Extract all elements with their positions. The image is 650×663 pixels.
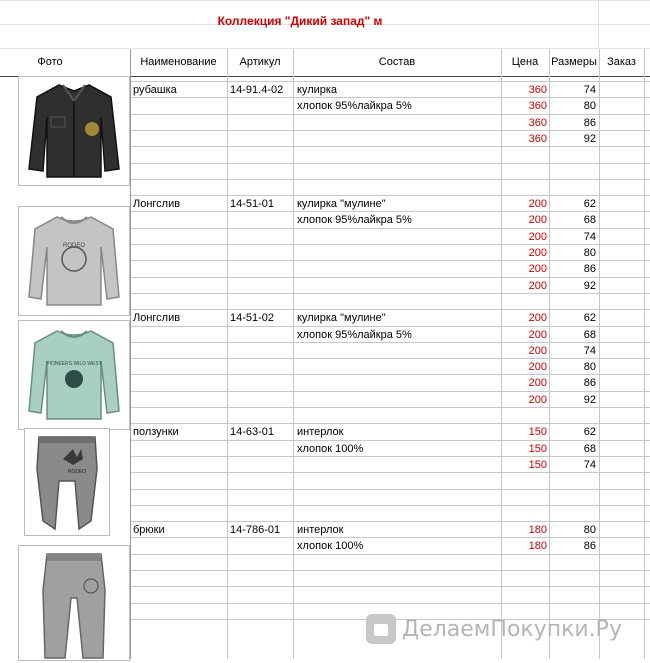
cell-article <box>230 408 293 424</box>
cell-name <box>133 473 227 489</box>
cell-composition: хлопок 95%лайкра 5% <box>297 100 412 113</box>
cell-article: 14-91.4-02 <box>230 84 284 96</box>
cell-price: 200 <box>528 198 547 211</box>
cell-composition <box>297 571 501 587</box>
cell-size: 74 <box>583 458 596 471</box>
cell-article <box>230 261 293 277</box>
cell-article <box>230 441 293 457</box>
cell-name: Лонгслив <box>133 312 181 325</box>
product-print-romper: RODEO <box>67 469 87 475</box>
cell-price: 150 <box>528 442 547 455</box>
product-print-pioneers: PIONEERS WILD WEST <box>46 361 102 367</box>
header-photo: Фото <box>37 56 63 68</box>
cell-size: 86 <box>583 263 596 276</box>
cell-composition: хлопок 100% <box>297 442 364 455</box>
cell-composition <box>297 294 501 310</box>
cell-name <box>133 278 227 294</box>
cell-name <box>133 261 227 277</box>
cell-composition <box>297 408 501 424</box>
cell-composition <box>297 147 501 163</box>
cell-size <box>549 164 596 180</box>
cell-composition <box>297 359 501 375</box>
header-name: Наименование <box>140 56 217 68</box>
cell-article <box>230 98 293 114</box>
product-photo-longsleeve-gray <box>18 206 130 316</box>
cell-size: 92 <box>583 279 596 292</box>
cell-price: 360 <box>528 84 547 96</box>
cell-article <box>230 392 293 408</box>
cell-size: 80 <box>583 100 596 113</box>
cell-price: 150 <box>528 458 547 471</box>
cell-price <box>501 164 547 180</box>
cell-article <box>230 457 293 473</box>
romper-icon <box>25 429 109 535</box>
cell-size: 74 <box>583 84 596 96</box>
cell-name <box>133 359 227 375</box>
cell-article <box>230 604 293 620</box>
cell-article <box>230 555 293 571</box>
cell-article <box>230 147 293 163</box>
shirt-icon <box>19 77 129 185</box>
cell-article: 14-51-01 <box>230 198 275 211</box>
cell-composition <box>297 490 501 506</box>
cell-article <box>230 473 293 489</box>
cell-size: 62 <box>583 198 596 211</box>
cell-article <box>230 180 293 196</box>
cell-price: 200 <box>528 279 547 292</box>
cell-composition <box>297 392 501 408</box>
cell-name <box>133 587 227 603</box>
cell-name <box>133 245 227 261</box>
cell-composition: кулирка "мулине" <box>297 312 386 325</box>
cell-name <box>133 555 227 571</box>
longsleeve-mint-icon <box>19 321 129 429</box>
cell-composition <box>297 555 501 571</box>
cell-price <box>501 180 547 196</box>
cell-composition <box>297 457 501 473</box>
cell-price: 200 <box>528 393 547 406</box>
cell-composition <box>297 115 501 131</box>
cell-price <box>501 490 547 506</box>
cell-composition <box>297 229 501 245</box>
cell-price <box>501 473 547 489</box>
cell-price: 360 <box>528 100 547 113</box>
cell-name: Лонгслив <box>133 198 181 211</box>
cell-article <box>230 212 293 228</box>
cell-composition: кулирка "мулине" <box>297 198 386 211</box>
cell-size <box>549 294 596 310</box>
cell-price: 200 <box>528 312 547 325</box>
cell-composition <box>297 164 501 180</box>
cell-article <box>230 115 293 131</box>
cell-price: 200 <box>528 230 547 243</box>
cell-article <box>230 278 293 294</box>
cell-name <box>133 327 227 343</box>
cell-name <box>133 538 227 554</box>
cell-price <box>501 147 547 163</box>
cell-article <box>230 131 293 147</box>
cell-size <box>549 587 596 603</box>
cell-article <box>230 164 293 180</box>
cell-size: 86 <box>583 116 596 129</box>
cell-name <box>133 147 227 163</box>
cell-size <box>549 180 596 196</box>
cell-size: 92 <box>583 393 596 406</box>
cell-name <box>133 441 227 457</box>
cell-name <box>133 229 227 245</box>
cell-name <box>133 375 227 391</box>
longsleeve-gray-icon <box>19 207 129 315</box>
cell-composition <box>297 131 501 147</box>
cell-name <box>133 392 227 408</box>
cell-size: 86 <box>583 540 596 553</box>
cell-size: 74 <box>583 230 596 243</box>
header-composition: Состав <box>378 56 416 68</box>
cell-article <box>230 587 293 603</box>
cell-name <box>133 343 227 359</box>
cell-price: 200 <box>528 377 547 390</box>
cell-article: 14-51-02 <box>230 312 275 325</box>
cell-name <box>133 457 227 473</box>
cell-article <box>230 245 293 261</box>
cell-price: 200 <box>528 214 547 227</box>
cell-composition <box>297 506 501 522</box>
cell-composition: хлопок 100% <box>297 540 364 553</box>
cell-name <box>133 98 227 114</box>
cell-composition <box>297 278 501 294</box>
cell-composition <box>297 180 501 196</box>
cell-size: 80 <box>583 247 596 259</box>
cell-name <box>133 180 227 196</box>
header-article: Артикул <box>239 56 281 68</box>
cell-name <box>133 490 227 506</box>
cell-size: 68 <box>583 442 596 455</box>
cell-name <box>133 408 227 424</box>
cell-size <box>549 571 596 587</box>
cell-name <box>133 571 227 587</box>
cell-price <box>501 294 547 310</box>
cell-size <box>549 506 596 522</box>
cell-article <box>230 490 293 506</box>
cell-name: брюки <box>133 524 165 537</box>
cell-price: 180 <box>528 524 547 537</box>
cell-price <box>501 571 547 587</box>
cell-price: 150 <box>528 426 547 439</box>
cell-article <box>230 343 293 359</box>
product-photo-romper <box>24 428 110 536</box>
cell-composition <box>297 473 501 489</box>
cell-size: 92 <box>583 132 596 145</box>
cell-size: 68 <box>583 214 596 227</box>
cell-article <box>230 229 293 245</box>
cell-article <box>230 359 293 375</box>
cell-composition <box>297 245 501 261</box>
cell-composition <box>297 375 501 391</box>
cell-composition: интерлок <box>297 426 344 439</box>
cell-size <box>549 490 596 506</box>
cell-name <box>133 164 227 180</box>
cell-composition: интерлок <box>297 524 344 537</box>
cell-size: 62 <box>583 426 596 439</box>
watermark-text: ДелаемПокупки.Ру <box>402 616 622 642</box>
cell-name: рубашка <box>133 84 177 96</box>
cell-price: 360 <box>528 132 547 145</box>
watermark <box>366 612 622 646</box>
product-photo-shirt <box>18 76 130 186</box>
cell-composition: хлопок 95%лайкра 5% <box>297 214 412 227</box>
cell-composition: хлопок 95%лайкра 5% <box>297 328 412 341</box>
cell-size: 80 <box>583 361 596 374</box>
cell-price: 200 <box>528 328 547 341</box>
cell-article <box>230 538 293 554</box>
cell-article <box>230 375 293 391</box>
cell-price <box>501 506 547 522</box>
cell-price: 200 <box>528 344 547 357</box>
collection-title: Коллекция "Дикий запад" м <box>217 14 383 28</box>
cell-price: 200 <box>528 247 547 259</box>
cell-price: 200 <box>528 361 547 374</box>
header-sizes: Размеры <box>551 56 597 68</box>
cell-size <box>549 147 596 163</box>
pants-icon <box>19 546 129 660</box>
cell-name <box>133 506 227 522</box>
cell-name <box>133 294 227 310</box>
cell-size <box>549 555 596 571</box>
product-photo-pants <box>18 545 130 661</box>
cell-size: 68 <box>583 328 596 341</box>
cell-price: 200 <box>528 263 547 276</box>
cell-size: 86 <box>583 377 596 390</box>
product-photo-longsleeve-mint <box>18 320 130 430</box>
cell-size <box>549 473 596 489</box>
cell-article <box>230 506 293 522</box>
cell-name: ползунки <box>133 426 179 439</box>
cell-size: 62 <box>583 312 596 325</box>
cell-composition <box>297 587 501 603</box>
cell-article <box>230 327 293 343</box>
cell-composition <box>297 343 501 359</box>
cell-size: 74 <box>583 344 596 357</box>
cell-size: 80 <box>583 524 596 537</box>
cell-name <box>133 212 227 228</box>
cell-price <box>501 587 547 603</box>
cell-price: 180 <box>528 540 547 553</box>
product-print-rodeo: RODEO <box>62 243 86 249</box>
cell-article <box>230 294 293 310</box>
cart-icon <box>366 614 396 644</box>
cell-price <box>501 408 547 424</box>
cell-article: 14-786-01 <box>230 524 281 537</box>
header-order: Заказ <box>607 56 636 68</box>
cell-price: 360 <box>528 116 547 129</box>
cell-name <box>133 604 227 620</box>
cell-price <box>501 555 547 571</box>
cell-composition: кулирка <box>297 84 338 96</box>
cell-name <box>133 131 227 147</box>
cell-size <box>549 408 596 424</box>
cell-article <box>230 571 293 587</box>
cell-name <box>133 115 227 131</box>
cell-article: 14-63-01 <box>230 426 275 439</box>
cell-composition <box>297 261 501 277</box>
header-price: Цена <box>511 56 539 68</box>
